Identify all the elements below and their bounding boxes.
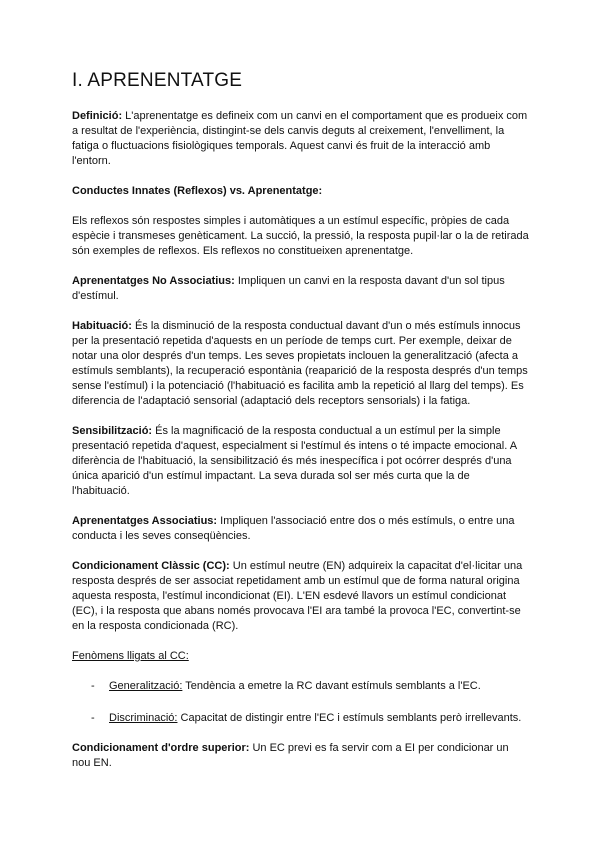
- associative-paragraph: [72, 514, 530, 544]
- sensitization-paragraph: [72, 424, 530, 499]
- classical-conditioning-paragraph: [72, 559, 530, 634]
- habituation-label: Habituació:: [72, 320, 132, 332]
- list-item: [72, 711, 530, 726]
- sensitization-text: És la magnificació de la resposta conductual a un estímul per la simple presentació repetida d'aquest, especialment si l'estímul és intens o té impacte emocional. A diferència de l'habituació, la sensibilització és més inespecífica i pot ocórrer després d'una única aparició d'un estímul impactant. La seva durada sol ser més curta que la de l'habituació.: [72, 425, 517, 497]
- bullet-dash: -: [91, 680, 95, 692]
- higher-order-paragraph: [72, 741, 530, 771]
- reflexes-paragraph: Els reflexos són respostes simples i automàtiques a un estímul específic, pròpies de cada espècie i transmeses genèticament. La succió, la pressió, la resposta pupil·lar o la de retirada són exemples de reflexos. Els reflexos no constitueixen aprenentatge.: [72, 215, 529, 257]
- innate-conducts-heading-text: Conductes Innates (Reflexos) vs. Aprenentatge:: [72, 185, 323, 197]
- habituation-paragraph: [72, 319, 530, 409]
- discrimination-term: Discriminació:: [109, 712, 178, 724]
- innate-conducts-heading: [72, 184, 530, 199]
- non-associative-label: Aprenentatges No Associatius:: [72, 275, 235, 287]
- definition-label: Definició:: [72, 110, 123, 122]
- list-item: [72, 679, 530, 694]
- phenomena-list: [72, 679, 530, 726]
- definition-paragraph: [72, 109, 530, 169]
- discrimination-text: Capacitat de distingir entre l'EC i estímuls semblants però irrellevants.: [177, 712, 522, 724]
- non-associative-paragraph: [72, 274, 530, 304]
- phenomena-heading-text: Fenòmens lligats al CC:: [72, 650, 189, 662]
- phenomena-heading: [72, 649, 530, 664]
- habituation-text: És la disminució de la resposta conductual davant d'un o més estímuls innocus per la presentació repetida d'aquests en un període de temps curt. Per exemple, deixar de notar una olor després d'un temps. Les seves propietats inclouen la generalització (afecta a estímuls semblants), la recuperació espontània (reaparició de la resposta després d'un temps sense l'estímul) i la potenciació (l'habituació es facilita amb la repetició al llarg del temps). Es diferencia de l'adaptació sensorial (adaptació dels receptors sensorials) i la fatiga.: [72, 320, 528, 407]
- generalization-text: Tendència a emetre la RC davant estímuls semblants a l'EC.: [182, 680, 481, 692]
- associative-text: Impliquen l'associació entre dos o més estímuls, o entre una conducta i les seves conseqüències.: [72, 515, 515, 542]
- higher-order-text: Un EC previ es fa servir com a EI per condicionar un nou EN.: [72, 742, 509, 769]
- sensitization-label: Sensibilització:: [72, 425, 153, 437]
- associative-label: Aprenentatges Associatius:: [72, 515, 218, 527]
- classical-conditioning-text: Un estímul neutre (EN) adquireix la capacitat d'el·licitar una resposta després de ser associat repetidament amb un estímul que de forma natural origina aquesta resposta, l'estímul incondicionat (EI). L'EN esdevé llavors un estímul condicionat (EC), i la resposta que abans només provocava l'EI ara també la provoca l'EC, convertint-se en la resposta condicionada (RC).: [72, 560, 523, 632]
- definition-text: L'aprenentatge es defineix com un canvi en el comportament que es produeix com a resultat de l'experiència, distingint-se dels canvis deguts al creixement, l'envelliment, la fatiga o fluctuacions fisiològiques temporals. Aquest canvi és fruit de la interacció amb l'entorn.: [72, 110, 528, 167]
- generalization-term: Generalització:: [109, 680, 183, 692]
- non-associative-text: Impliquen un canvi en la resposta davant d'un sol tipus d'estímul.: [72, 275, 505, 302]
- bullet-dash: -: [91, 712, 95, 724]
- classical-conditioning-label: Condicionament Clàssic (CC):: [72, 560, 230, 572]
- document-page: [72, 70, 530, 786]
- higher-order-label: Condicionament d'ordre superior:: [72, 742, 250, 754]
- page-title: I. APRENENTATGE: [72, 70, 243, 91]
